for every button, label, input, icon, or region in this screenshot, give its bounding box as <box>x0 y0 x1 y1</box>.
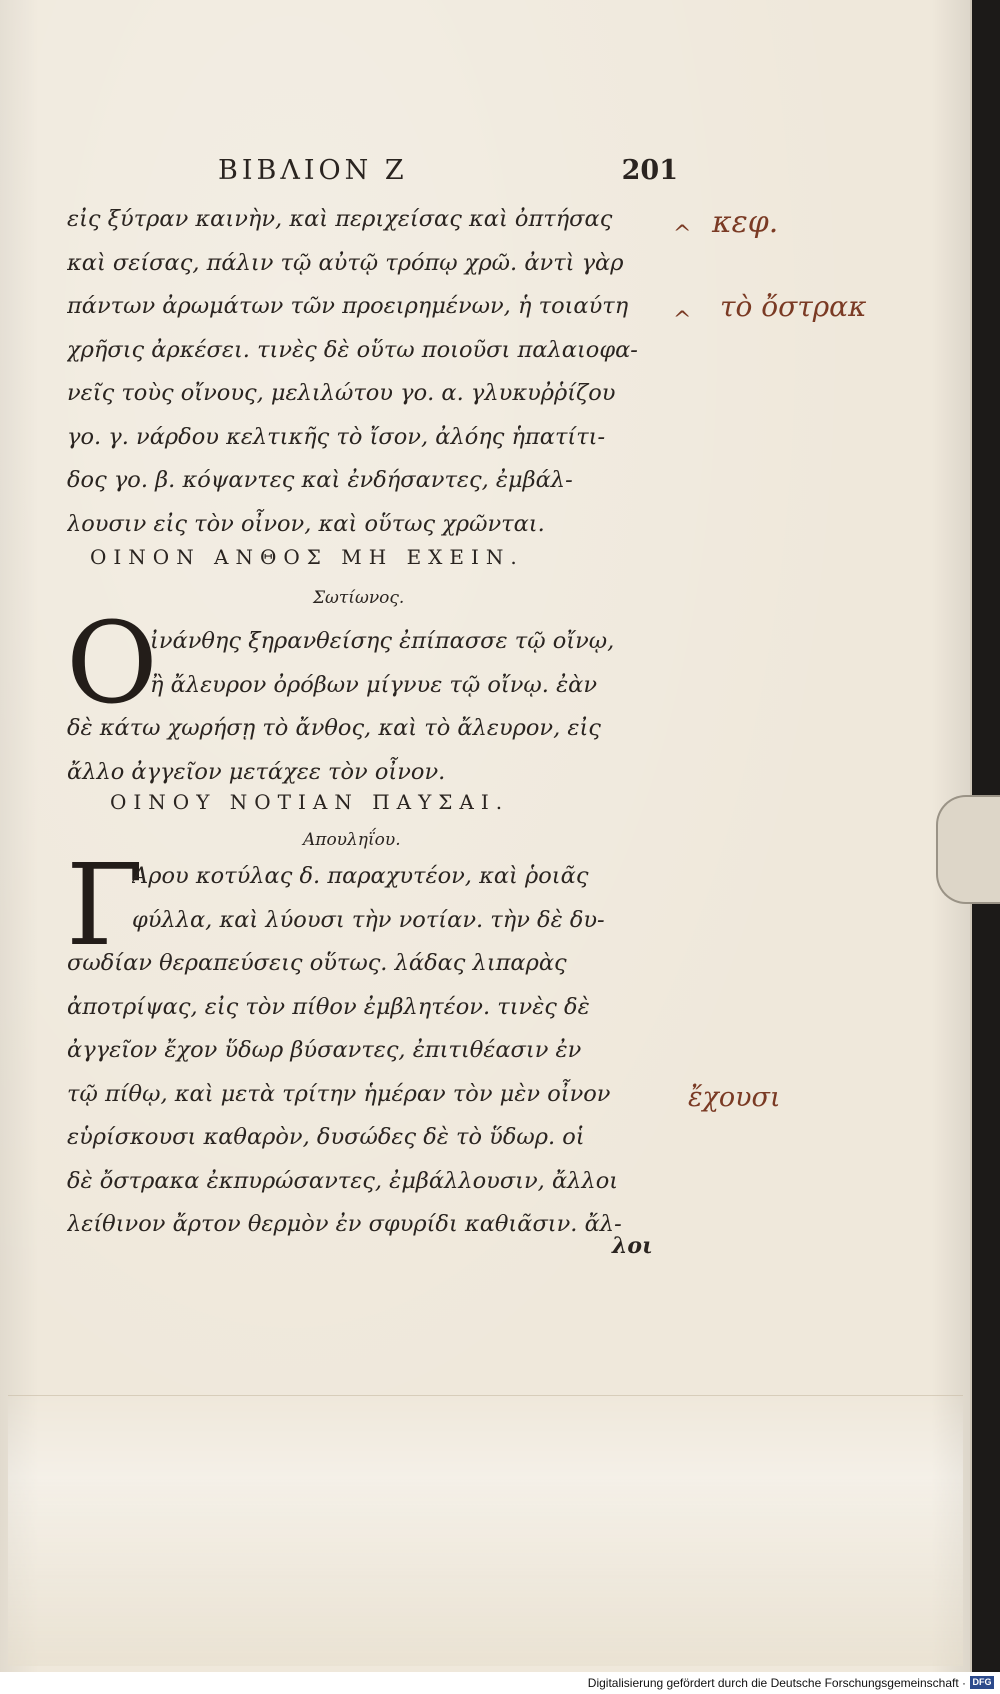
text-line: δὲ ὄστρακα ἐκπυρώσαντες, ἐμβάλλουσιν, ἄλλοι <box>67 1167 619 1194</box>
footer-credit: Digitalisierung gefördert durch die Deutsche Forschungsgemeinschaft · <box>587 1676 966 1690</box>
text-line: ἢ ἄλευρον ὀρόβων μίγνυε τῷ οἴνῳ. ἐὰν <box>150 671 598 698</box>
text-line: Αρου κοτύλας δ. παραχυτέον, καὶ ῥοιᾶς <box>132 863 589 889</box>
dfg-logo: DFG <box>970 1676 994 1689</box>
text-line: ἄλλο ἀγγεῖον μετάχεε τὸν οἶνον. <box>67 758 446 785</box>
text-line: τῷ πίθῳ, καὶ μετὰ τρίτην ἡμέραν τὸν μὲν οἶνον <box>67 1080 611 1107</box>
page-header <box>218 155 678 189</box>
text-line: φύλλα, καὶ λύουσι τὴν νοτίαν. τὴν δὲ δυ- <box>132 906 605 933</box>
catchword: λοι <box>612 1233 653 1259</box>
section1-text <box>67 198 667 546</box>
footer-bar <box>0 1672 1000 1694</box>
section3-text <box>67 942 667 1247</box>
text-line: λουσιν εἰς τὸν οἶνον, καὶ οὕτως χρῶνται. <box>67 510 545 537</box>
margin-note: ἔχουσι <box>688 1082 781 1113</box>
water-stain <box>8 1395 963 1666</box>
text-line: δος γο. β. κόψαντες καὶ ἐνδήσαντες, ἐμβάλ- <box>67 467 573 493</box>
text-line: εὑρίσκουσι καθαρὸν, δυσώδες δὲ τὸ ὕδωρ. οἱ <box>67 1124 585 1150</box>
text-line: χρῆσις ἀρκέσει. τινὲς δὲ οὕτω ποιοῦσι παλαιοφα- <box>67 336 638 363</box>
text-line: γο. γ. νάρδου κελτικῆς τὸ ἴσον, ἀλόης ἡπατίτι- <box>67 423 606 450</box>
drop-capital: Ο <box>66 599 158 729</box>
section2-text-indented <box>150 620 670 707</box>
text-line: λείθινον ἄρτον θερμὸν ἐν σφυρίδι καθιᾶσιν. ἄλ- <box>67 1211 622 1237</box>
folio-number: 201 <box>621 155 678 186</box>
text-line: ἀποτρίψας, εἰς τὸν πίθον ἐμβλητέον. τινὲς δὲ <box>67 993 590 1020</box>
text-line: ἰνάνθης ξηρανθείσης ἐπίπασσε τῷ οἴνῳ, <box>150 628 615 654</box>
page-clip-tab <box>936 795 1000 904</box>
text-line: εἰς ξύτραν καινὴν, καὶ περιχείσας καὶ ὀπτήσας <box>67 206 613 232</box>
text-line: πάντων ἀρωμάτων τῶν προειρημένων, ἡ τοιαύτη <box>67 293 629 319</box>
text-line: νεῖς τοὺς οἴνους, μελιλώτου γο. α. γλυκυῤῥίζου <box>67 380 616 406</box>
text-line: καὶ σείσας, πάλιν τῷ αὐτῷ τρόπῳ χρῶ. ἀντὶ γὰρ <box>67 249 624 276</box>
section3-text-indented <box>132 855 672 942</box>
text-line: ἀγγεῖον ἔχον ὕδωρ βύσαντες, ἐπιτιθέασιν ἐν <box>67 1037 582 1063</box>
section-heading: ΟΙΝΟΥ ΝΟΤΙΑΝ ΠΑΥΣΑΙ. <box>110 790 510 814</box>
text-line: δὲ κάτω χωρήσῃ τὸ ἄνθος, καὶ τὸ ἄλευρον, εἰς <box>67 715 601 741</box>
section-author: Απουληΐου. <box>303 830 401 850</box>
drop-capital: Γ <box>66 841 144 971</box>
running-head: ΒΙΒΛΙΟΝ Ζ <box>218 155 408 186</box>
margin-note: τὸ ὄστρακ <box>720 290 867 323</box>
section-author: Σωτίωνος. <box>313 588 405 608</box>
margin-note: κεφ. <box>712 205 779 240</box>
text-line: σωδίαν θεραπεύσεις οὕτως. λάδας λιπαρὰς <box>67 950 567 976</box>
section2-text <box>67 707 667 794</box>
section-heading: ΟΙΝΟΝ ΑΝΘΟΣ ΜΗ ΕΧΕΙΝ. <box>90 545 524 569</box>
insertion-caret: ^ <box>673 222 692 247</box>
insertion-caret: ^ <box>673 308 692 333</box>
